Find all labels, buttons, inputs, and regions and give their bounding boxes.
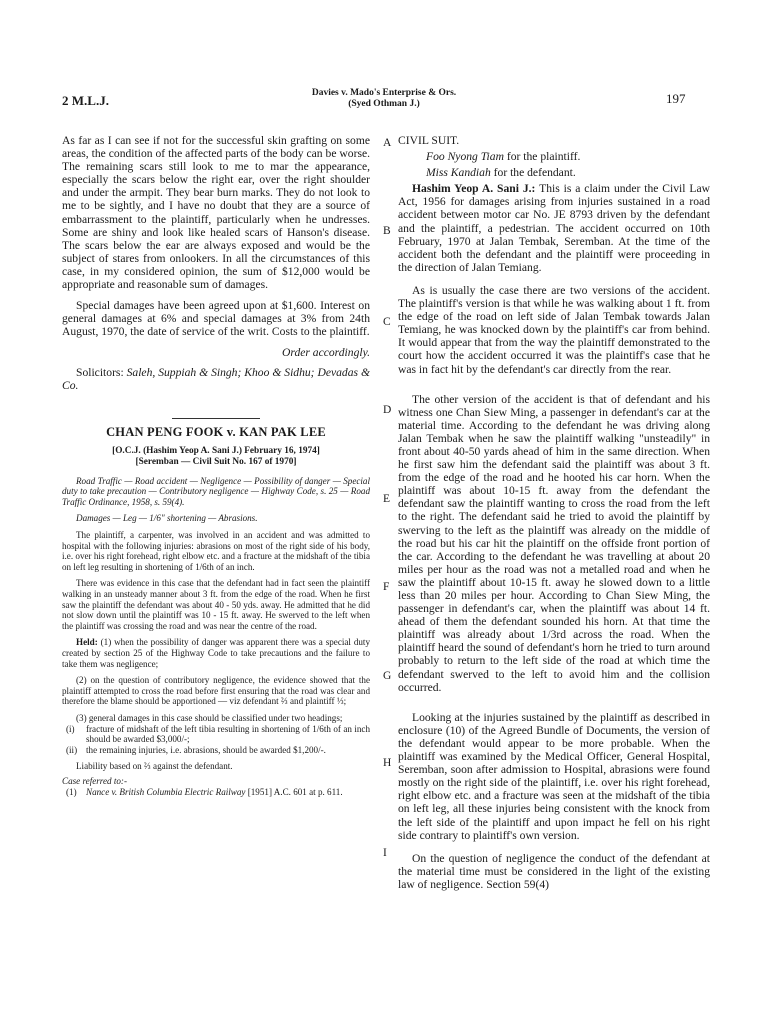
right-column <box>398 134 710 891</box>
judgment-paragraph <box>398 182 710 274</box>
held-text: (1) when the possibility of danger was apparent there was a special duty created by section 25 of the Highway Code to take precautions and the failure to take them was negligence; <box>62 637 371 669</box>
solicitors-names: Saleh, Suppiah & Singh; Khoo & Sidhu; Devadas & Co. <box>62 365 370 392</box>
margin-letter: G <box>383 670 392 682</box>
case-suit-number: [Seremban — Civil Suit No. 167 of 1970] <box>135 456 297 467</box>
case-court: [O.C.J. (Hashim Yeop A. Sani J.) February 16, 1974] <box>112 445 320 456</box>
margin-letters <box>383 0 397 1024</box>
held-label: Held: <box>76 637 98 648</box>
running-header-judge: (Syed Othman J.) <box>348 99 420 109</box>
headnote-paragraph: The plaintiff, a carpenter, was involved in an accident and was admitted to hospital with the following injuries: abrasions on most of the right side of his body, i.e. over his right forehead, right elbow etc. and a fracture at the midshaft of the tibia on left leg resulting in shortening of 1/6th of an inch. <box>62 530 370 572</box>
margin-letter: F <box>383 581 390 593</box>
judgment-paragraph: The other version of the accident is that of defendant and his witness one Chan Siew Ming, a passenger in defendant's car at the material time. According to the defendant he was driving along Jalan Tembak when he saw the plaintiff walking "unsteadily" in front about 40-50 yards ahead of him in the same direction. When he first saw him the defendant said the plaintiff was about 3 ft. from the edge of the road and he hooted his car horn. When the plaintiff was about 10-15 ft. away from the defendant the defendant saw the plaintiff wanting to cross the road from the left to the right. The defendant said he tried to avoid the plaintiff by swerving to the left as the plaintiff was already on the middle of the road but his car hit the plaintiff on the offside front portion of the car. According to the defendant he was travelling at about 20 miles per hour as the road was not a metalled road and when he saw the plaintiff about 10-15 ft. away he slowed down to a little less than 20 miles per hour. According to Chan Siew Ming, the passenger in defendant's car, when the plaintiff was about 14 ft. ahead of them the defendant sounded his horn. At that time the plaintiff was already about 1/3rd across the road. When the plaintiff heard the sound of defendant's horn he tried to turn around probably to return to the left side of the road at which time the defendant swerved to the left to avoid him and the collision occurred. <box>398 392 710 694</box>
solicitors-label: Solicitors: <box>76 365 124 379</box>
margin-letter: B <box>383 225 391 237</box>
catchwords: Damages — Leg — 1/6" shortening — Abrasions. <box>76 513 258 524</box>
judgment-paragraph: Looking at the injuries sustained by the plaintiff as described in enclosure (10) of the Agreed Bundle of Documents, the version of the defendant would appear to be more probable. When the plaintiff was examined by the Medical Officer, General Hospital, Seremban, soon after admission to Hospital, abrasions were found mostly on the right side of the plaintiff, i.e. over his right forehead, right elbow etc. and a fracture was seen at the midshaft of the tibia on left leg, all these injuries being consistent with the knock from the left side of the plaintiff and upon impact he fell on his right side contrary to plaintiff's own version. <box>398 710 710 842</box>
judgment-paragraph: As far as I can see if not for the successful skin grafting on some areas, the condition of the affected parts of the body can be worse. The remaining scars still look to me to mar the appearance, especially the scars below the right ear, over the right shoulder and under the armpit. They bear burn marks. They do not look to me to be sightly, and I have no doubt that they are a source of embarrassment to the plaintiff, particularly when he undresses. Some are shiny and look like healed scars of Hanson's disease. The scars below the ear are always exposed and would be the subject of stares from onlookers. In all the circumstances of this case, in my considered opinion, the sum of $12,000 would be appropriate and reasonable sum of damages. <box>62 134 370 292</box>
margin-letter: C <box>383 316 391 328</box>
counsel-role: for the defendant. <box>493 166 576 180</box>
page-number: 197 <box>666 91 686 106</box>
judge-name: Hashim Yeop A. Sani J.: <box>412 182 536 196</box>
held-sub-list <box>62 724 370 756</box>
held-sub-item <box>66 744 370 756</box>
order-line: Order accordingly. <box>281 346 370 360</box>
civil-suit-heading: CIVIL SUIT. <box>398 134 460 147</box>
case-reference <box>66 786 370 798</box>
case-citation <box>62 446 370 468</box>
solicitors-line <box>62 366 370 392</box>
item-number: (1) <box>66 786 77 797</box>
counsel-line <box>398 150 710 163</box>
headnote-paragraph: There was evidence in this case that the defendant had in fact seen the plaintiff walking in an unsteady manner about 3 ft. from the edge of the road. When he first saw the plaintiff the defendant was about 40 - 50 yds. away. He admitted that he did not slow down until the plaintiff was 10 - 15 ft. away. He swerved to the left when the plaintiff was crossing the road and was near the centre of the road. <box>62 578 370 631</box>
judgment-paragraph: Special damages have been agreed upon at $1,600. Interest on general damages at 6% and special damages at 3% from 24th August, 1970, the date of service of the writ. Costs to the plaintiff. <box>62 299 370 339</box>
counsel-role: for the plaintiff. <box>506 150 581 164</box>
left-column <box>62 134 370 797</box>
liability-line: Liability based on ⅔ against the defendant. <box>76 761 233 772</box>
counsel-name: Foo Nyong Tiam <box>426 150 504 164</box>
cases-referred-label: Case referred to:- <box>62 775 127 786</box>
item-number: (ii) <box>66 744 78 755</box>
held-sub-item <box>66 723 370 745</box>
held-paragraph <box>62 637 370 669</box>
case-reference-name: Nance v. British Columbia Electric Railway <box>86 786 246 797</box>
held-paragraph: (2) on the question of contributory negligence, the evidence showed that the plaintiff attempted to cross the road before first ensuring that the road was clear and therefore the blame should be apportioned — viz defendant ⅔ and plaintiff ⅓; <box>62 675 370 707</box>
margin-letter: I <box>383 847 387 859</box>
catchwords: Road Traffic — Road accident — Negligence — Possibility of danger — Special duty to take precaution — Contributory negligence — Highway Code, s. 25 — Road Traffic Ordinance, 1958, s. 59(4). <box>62 475 370 507</box>
judgment-paragraph: As is usually the case there are two versions of the accident. The plaintiff's version is that while he was walking about 1 ft. from the edge of the road on left side of Jalan Tembak towards Jalan Temiang, he was knocked down by the plaintiff's car from behind. It would appear that from the way the plaintiff demonstrated to the court how the accident occurred it was the plaintiff's case that he was in fact hit by the defendant's car directly from the rear. <box>398 283 710 376</box>
judgment-text: This is a claim under the Civil Law Act, 1956 for damages arising from injuries sustained in a road accident between motor car No. JE 8793 driven by the defendant and the plaintiff, a pedestrian. The accident occurred on 10th February, 1970 at Jalan Tembak, Seremban. At the time of the accident both the defendant and the plaintiff were proceeding in the direction of Jalan Temiang. <box>398 182 710 274</box>
judgment-paragraph: On the question of negligence the conduct of the defendant at the material time must be considered in the light of the existing law of negligence. Section 59(4) <box>398 851 710 891</box>
volume-reference: 2 M.L.J. <box>62 93 109 108</box>
held-paragraph: (3) general damages in this case should be classified under two headings; <box>76 712 343 723</box>
case-title: CHAN PENG FOOK v. KAN PAK LEE <box>106 424 326 439</box>
counsel-line <box>398 166 710 179</box>
running-header-case: Davies v. Mado's Enterprise & Ors. <box>311 88 457 98</box>
margin-letter: A <box>383 137 392 149</box>
section-divider <box>172 418 260 419</box>
margin-letter: E <box>383 493 391 505</box>
item-text: fracture of midshaft of the left tibia resulting in shortening of 1/6th of an inch should be awarded $3,000/-; <box>86 723 370 745</box>
case-reference-cite: [1951] A.C. 601 at p. 611. <box>247 786 343 797</box>
item-text: the remaining injuries, i.e. abrasions, should be awarded $1,200/-. <box>86 744 326 755</box>
margin-letter: D <box>383 404 392 416</box>
cases-list <box>62 787 370 798</box>
counsel-name: Miss Kandiah <box>426 166 491 180</box>
margin-letter: H <box>383 757 392 769</box>
item-number: (i) <box>66 723 75 734</box>
